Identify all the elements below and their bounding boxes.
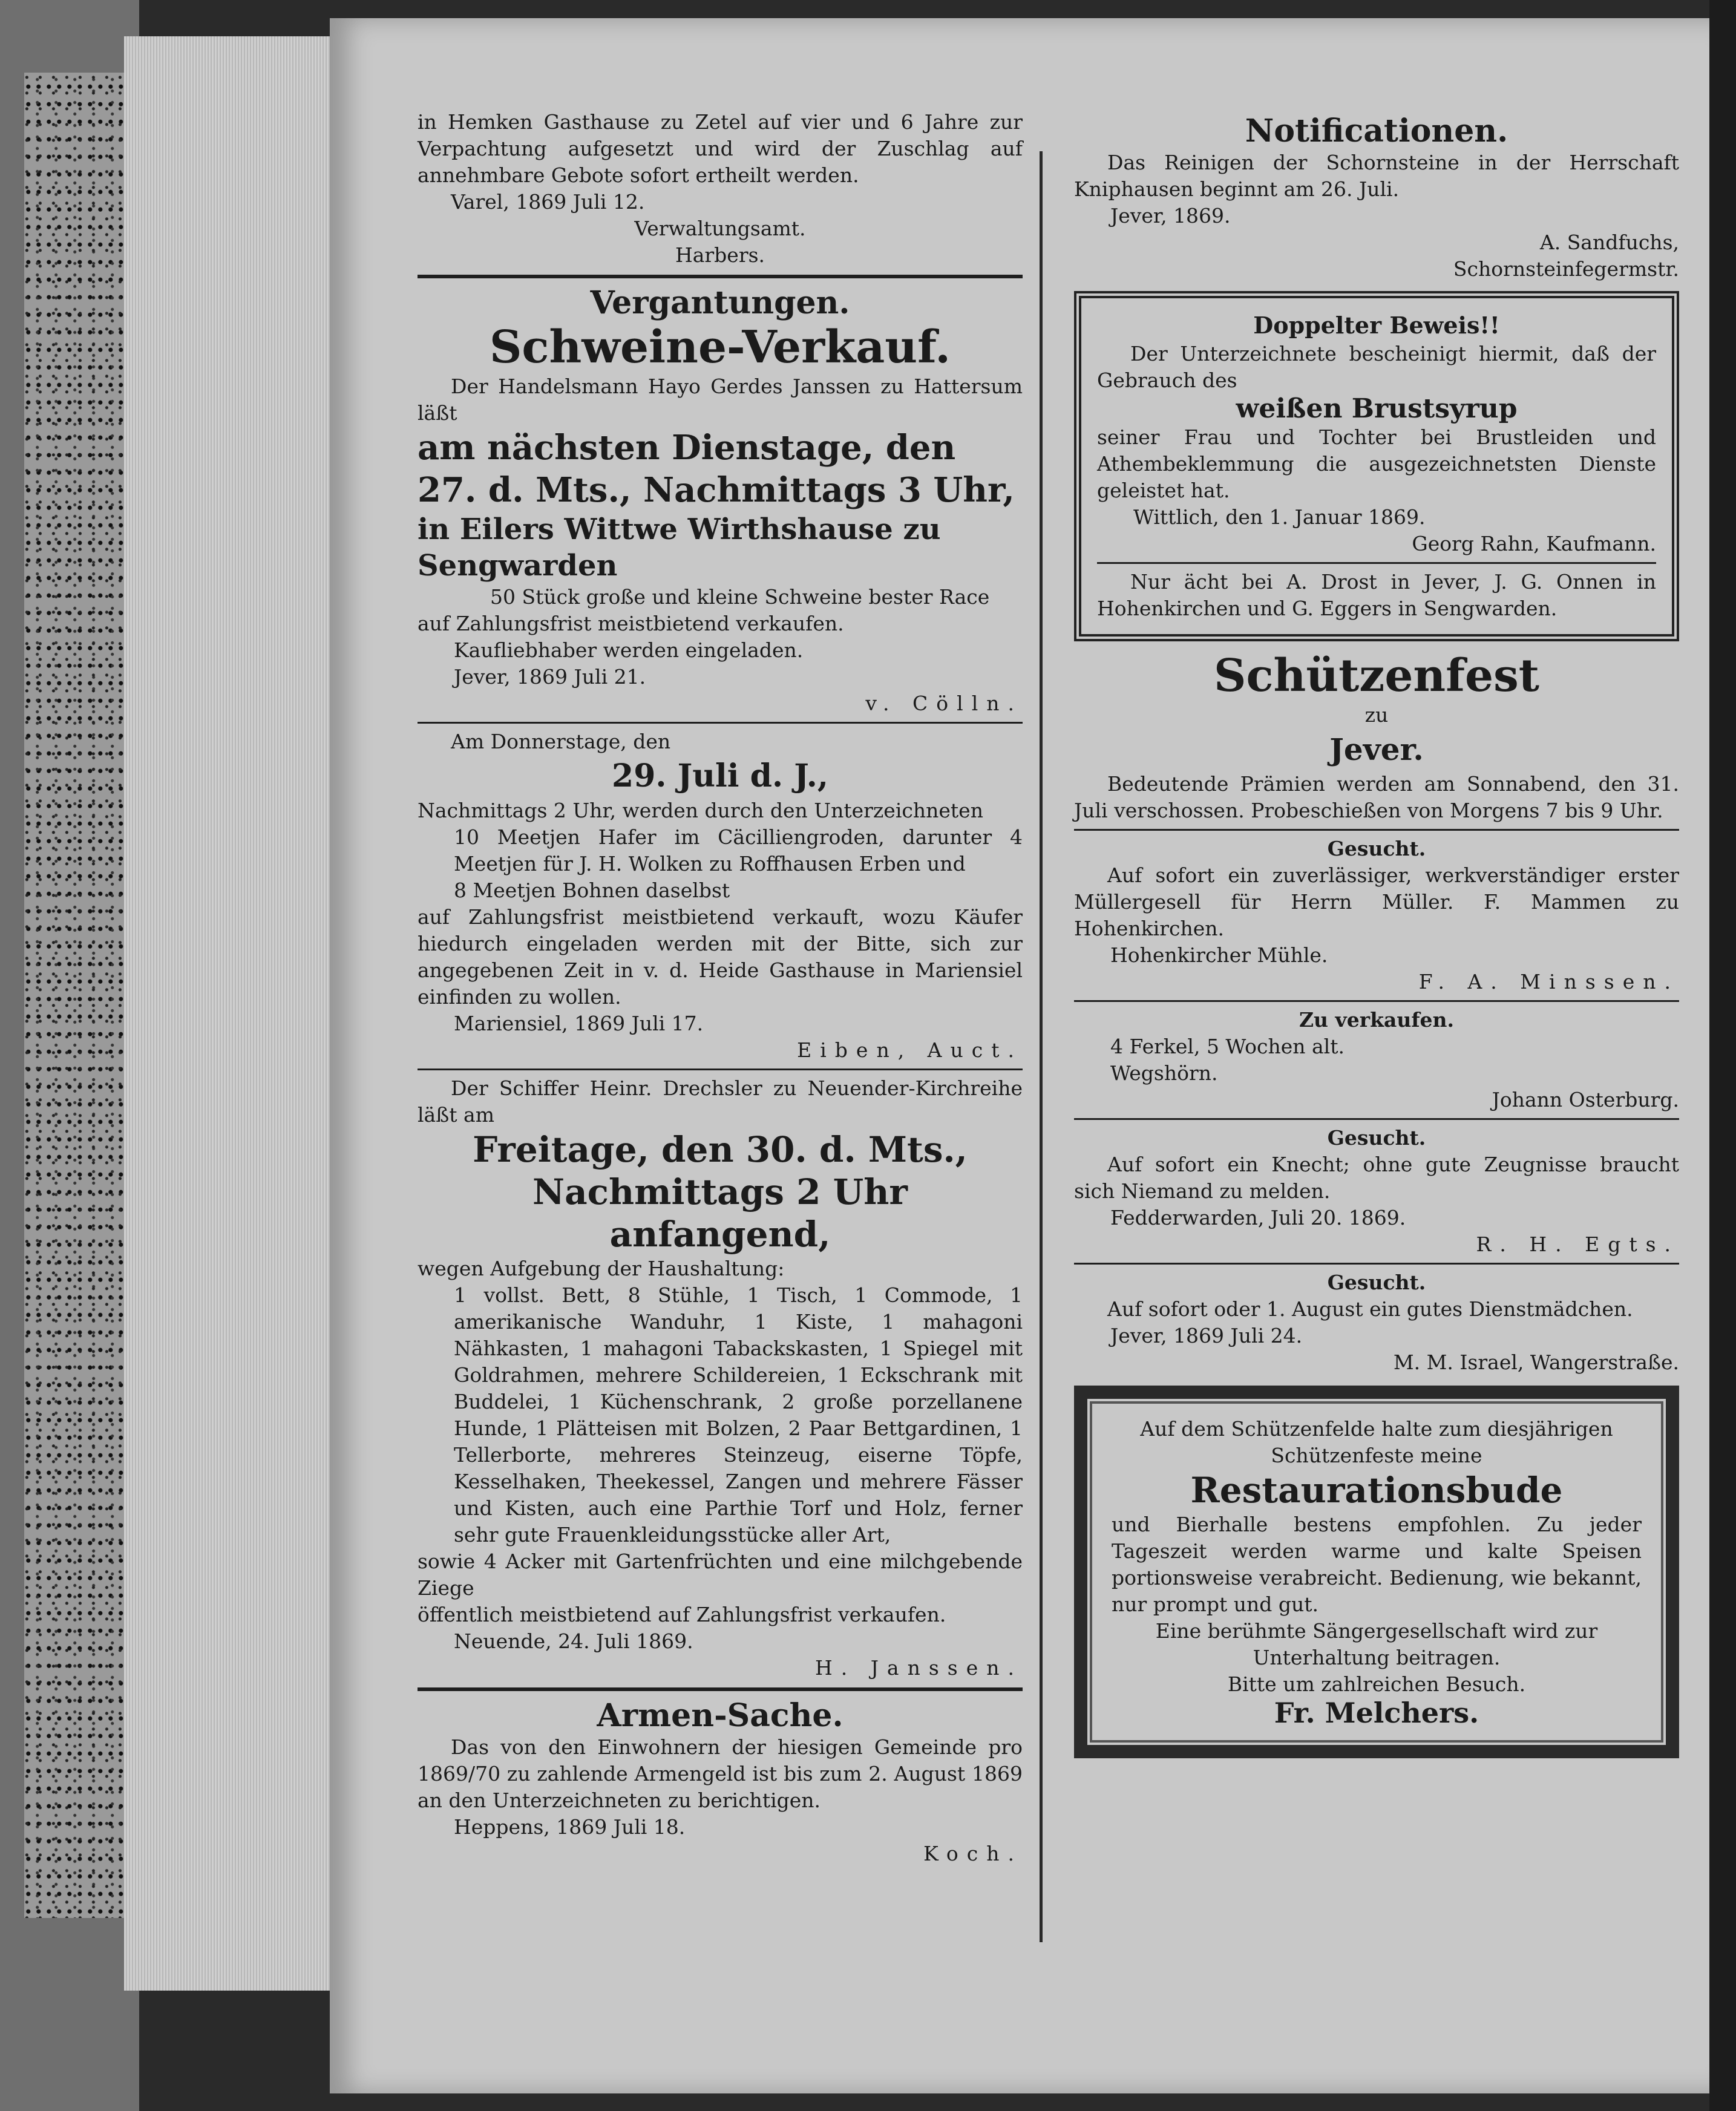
schweine-items: 50 Stück große und kleine Schweine bester Race (490, 585, 990, 609)
book-right-edge (1709, 0, 1736, 2111)
hafer-date: 29. Juli d. J., (612, 758, 828, 794)
beweis-ad (1074, 291, 1679, 641)
armen-title: Armen-Sache. (597, 1697, 843, 1734)
verkaufen-heading: Zu verkaufen. (1299, 1008, 1455, 1032)
schweine-terms: auf Zahlungsfrist meistbietend verkaufen. (418, 612, 844, 635)
beweis-date: Wittlich, den 1. Januar 1869. (1133, 505, 1426, 529)
notif-date: Jever, 1869. (1110, 204, 1231, 227)
pacht-office: Verwaltungsamt. (634, 217, 806, 240)
gesucht3-text: Auf sofort oder 1. August ein gutes Dienstmädchen. (1107, 1297, 1633, 1321)
hafer-item2: 8 Meetjen Bohnen daselbst (454, 879, 730, 902)
notif-title: Notificationen. (1245, 113, 1508, 149)
schweine-when: am nächsten Dienstage, den 27. d. Mts., Nachmittags 3 Uhr, (418, 428, 1015, 510)
drechsler-terms: öffentlich meistbietend auf Zahlungsfrist verkaufen. (418, 1603, 946, 1626)
left-column (418, 109, 1023, 1867)
beweis-product: weißen Brustsyrup (1236, 393, 1518, 424)
gesucht3-date: Jever, 1869 Juli 24. (1110, 1324, 1303, 1347)
gesucht2-signature: R. H. Egts. (1476, 1232, 1679, 1256)
schweine-where: in Eilers Wittwe Wirthshause zu Sengwarden (418, 512, 941, 583)
gesucht1-signature: F. A. Minssen. (1418, 970, 1679, 993)
beweis-line2: seiner Frau und Tochter bei Brustleiden und Athembeklemmung die ausgezeichnetsten Dienste geleistet hat. (1097, 425, 1656, 502)
beweis-sellers: Nur ächt bei A. Drost in Jever, J. G. Onnen in Hohenkirchen und G. Eggers in Sengwarden. (1097, 570, 1656, 620)
divider (418, 1069, 1023, 1070)
section-heading: Vergantungen. (590, 284, 850, 321)
schuetzen-place: Jever. (1329, 731, 1424, 767)
bude-please: Bitte um zahlreichen Besuch. (1227, 1672, 1526, 1696)
drechsler-when2: Nachmittags 2 Uhr anfangend, (532, 1171, 908, 1255)
schweine-invite: Kaufliebhaber werden eingeladen. (454, 638, 804, 662)
drechsler-list: 1 vollst. Bett, 8 Stühle, 1 Tisch, 1 Commode, 1 amerikanische Wanduhr, 1 Kiste, 1 mahagoni Nähkasten, 1 mahagoni Tabackskasten, 1 Spiegel mit Goldrahmen, mehrere Schildereien, 1 Eckschrank mit Buddelei, 1 Küchenschrank, 2 große porzellanene Hunde, 1 Plätteisen mit Bolzen, 2 Paar Bettgardinen, 1 Tellerborte, mehreres Steinzeug, eiserne Töpfe, Kesselhaken, Theekessel, Zangen und mehrere Fässer und Kisten, auch eine Parthie Torf und Holz, ferner sehr gute Frauenkleidungsstücke aller Art, (454, 1283, 1023, 1546)
pacht-signature: Harbers. (675, 243, 765, 267)
hafer-intro: Nachmittags 2 Uhr, werden durch den Unterzeichneten (418, 799, 983, 822)
divider (1074, 1118, 1679, 1120)
divider (418, 1687, 1023, 1691)
hafer-place: Mariensiel, 1869 Juli 17. (454, 1012, 704, 1035)
pacht-text: in Hemken Gasthause zu Zetel auf vier und 6 Jahre zur Verpachtung aufgesetzt und wird der Zuschlag auf annehmbare Gebote sofort ertheilt werden. (418, 110, 1023, 187)
bude-title: Restaurationsbude (1190, 1470, 1563, 1511)
gesucht2-date: Fedderwarden, Juli 20. 1869. (1110, 1206, 1406, 1229)
schweine-intro: Der Handelsmann Hayo Gerdes Janssen zu Hattersum läßt (418, 375, 1023, 425)
drechsler-signature: H. Janssen. (814, 1656, 1023, 1680)
gesucht3-signature: M. M. Israel, Wangerstraße. (1393, 1350, 1679, 1374)
marbled-edge (24, 73, 127, 1918)
armen-signature: Koch. (923, 1842, 1023, 1865)
gesucht3-heading: Gesucht. (1327, 1271, 1426, 1294)
right-column (1074, 109, 1679, 1768)
column-divider (1040, 151, 1043, 1942)
gesucht1-place: Hohenkircher Mühle. (1110, 943, 1328, 967)
bude-signature: Fr. Melchers. (1274, 1697, 1479, 1729)
verkaufen-signature: Johann Osterburg. (1492, 1088, 1679, 1111)
divider (1097, 562, 1656, 564)
schweine-date: Jever, 1869 Juli 21. (454, 665, 646, 689)
beweis-title: Doppelter Beweis!! (1253, 312, 1500, 339)
verkaufen-text: 4 Ferkel, 5 Wochen alt. (1110, 1035, 1345, 1058)
bude-singers: Eine berühmte Sängergesellschaft wird zur Unterhaltung beitragen. (1155, 1619, 1598, 1669)
schweine-signature: v. Cölln. (865, 692, 1023, 715)
notif-signature: A. Sandfuchs, (1539, 231, 1679, 254)
hafer-lead: Am Donnerstage, den (451, 730, 671, 753)
bude-text: und Bierhalle bestens empfohlen. Zu jeder Tageszeit werden warme und kalte Speisen portionsweise verabreicht. Bedienung, wie bekannt, nur prompt und gut. (1112, 1513, 1642, 1616)
drechsler-extra: sowie 4 Acker mit Gartenfrüchten und eine milchgebende Ziege (418, 1550, 1023, 1600)
hafer-signature: Eiben, Auct. (797, 1038, 1023, 1062)
drechsler-intro: Der Schiffer Heinr. Drechsler zu Neuender-Kirchreihe läßt am (418, 1076, 1023, 1127)
schuetzen-title: Schützenfest (1214, 650, 1539, 702)
divider (1074, 1263, 1679, 1265)
pacht-date: Varel, 1869 Juli 12. (451, 190, 645, 214)
bude-intro: Auf dem Schützenfelde halte zum diesjährigen Schützenfeste meine (1140, 1417, 1613, 1467)
bude-ad (1074, 1386, 1679, 1758)
hafer-item1: 10 Meetjen Hafer im Cäcilliengroden, darunter 4 Meetjen für J. H. Wolken zu Roffhausen Erben und (454, 825, 1023, 875)
schuetzen-zu: zu (1364, 703, 1389, 727)
divider (418, 275, 1023, 278)
book-cover (0, 0, 139, 2111)
drechsler-when1: Freitage, den 30. d. Mts., (473, 1129, 968, 1170)
beweis-line1: Der Unterzeichnete bescheinigt hiermit, daß der Gebrauch des (1097, 342, 1656, 392)
gesucht1-heading: Gesucht. (1327, 837, 1426, 860)
hafer-terms: auf Zahlungsfrist meistbietend verkauft, wozu Käufer hiedurch eingeladen werden mit der Bitte, sich zur angegebenen Zeit in v. d. Heide Gasthause in Mariensiel einfinden zu wollen. (418, 905, 1023, 1009)
drechsler-reason: wegen Aufgebung der Haushaltung: (418, 1257, 785, 1280)
gesucht2-heading: Gesucht. (1327, 1126, 1426, 1150)
divider (418, 722, 1023, 724)
schweine-title: Schweine-Verkauf. (489, 321, 951, 373)
verkaufen-place: Wegshörn. (1110, 1061, 1218, 1085)
beweis-signature: Georg Rahn, Kaufmann. (1412, 532, 1656, 555)
notif-role: Schornsteinfegermstr. (1453, 257, 1679, 281)
schuetzen-text: Bedeutende Prämien werden am Sonnabend, den 31. Juli verschossen. Probeschießen von Morgens 7 bis 9 Uhr. (1074, 772, 1679, 822)
drechsler-date: Neuende, 24. Juli 1869. (454, 1629, 693, 1653)
page-stack (124, 36, 348, 1991)
notif-text: Das Reinigen der Schornsteine in der Herrschaft Kniphausen beginnt am 26. Juli. (1074, 151, 1679, 201)
armen-date: Heppens, 1869 Juli 18. (454, 1815, 686, 1839)
divider (1074, 1000, 1679, 1002)
armen-text: Das von den Einwohnern der hiesigen Gemeinde pro 1869/70 zu zahlende Armengeld ist bis zum 2. August 1869 an den Unterzeichneten zu berichtigen. (418, 1735, 1023, 1812)
divider (1074, 829, 1679, 831)
gesucht1-text: Auf sofort ein zuverlässiger, werkverständiger erster Müllergesell für Herrn Müller. F. Mammen zu Hohenkirchen. (1074, 863, 1679, 940)
gesucht2-text: Auf sofort ein Knecht; ohne gute Zeugnisse braucht sich Niemand zu melden. (1074, 1153, 1679, 1203)
